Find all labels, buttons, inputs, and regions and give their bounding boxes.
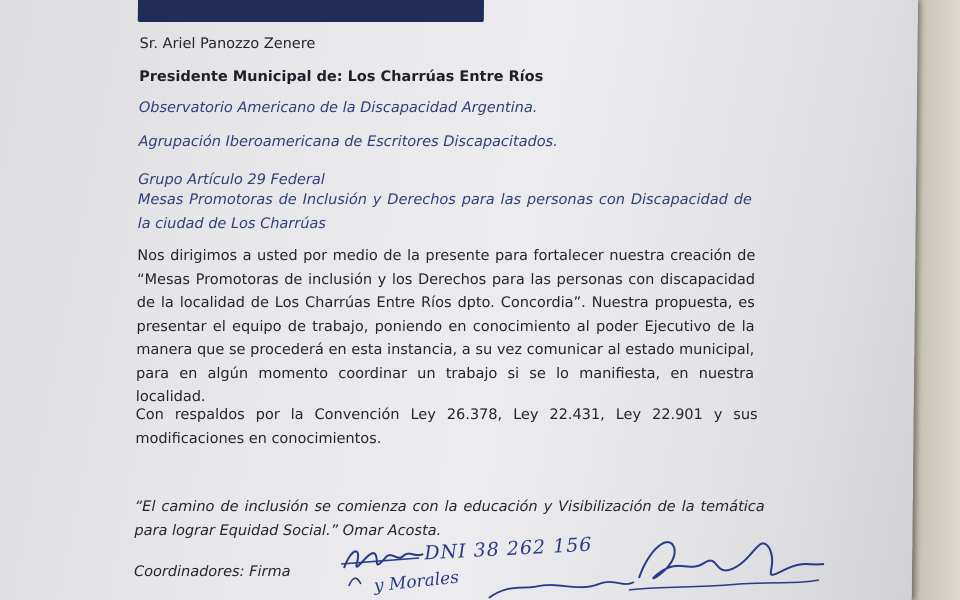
laws-paragraph: Con respaldos por la Convención Ley 26.378, Ley 22.431, Ley 22.901 y sus modificaciones en conocimientos. [135, 407, 758, 447]
org-agrupacion: Agrupación Iberoamericana de Escritores Discapacitados. [138, 134, 558, 150]
body-paragraph: Nos dirigimos a usted por medio de la presente para fortalecer nuestra creación de “Mesas Promotoras de inclusión y los Derechos para las personas con discapacidad de la localidad de Los Charrúas Entre Ríos dpto. Concordia”. Nuestra propuesta, es presentar el equipo de trabajo, poniendo en conocimiento al poder Ejecutivo de la manera que se procederá en esta instancia, a su vez comunicar al estado municipal, para en algún momento coordinar un trabajo si se lo manifiesta, en nuestra localidad. [135, 248, 756, 405]
org-observatorio: Observatorio Americano de la Discapacidad Argentina. [138, 100, 538, 116]
handwritten-line-2: y Morales [373, 567, 460, 597]
signature-scribble-1 [344, 551, 423, 568]
signature-scribble-2 [639, 542, 824, 578]
org-grupo-articulo-29: Grupo Artículo 29 Federal [138, 172, 325, 188]
signature-label: Coordinadores: Firma [133, 564, 291, 580]
letterhead-bar [138, 0, 484, 22]
quote-omar-acosta: “El camino de inclusión se comienza con la educación y Visibilización de la temática para lograr Equidad Social.” Omar Acosta. [134, 499, 765, 539]
handwritten-dni: DNI 38 262 156 [423, 533, 593, 565]
recipient-title: Presidente Municipal de: Los Charrúas Entre Ríos [139, 69, 544, 85]
recipient-name: Sr. Ariel Panozzo Zenere [139, 36, 316, 52]
org-mesas-promotoras: Mesas Promotoras de Inclusión y Derechos para las personas con Discapacidad de la ciudad de Los Charrúas [137, 192, 752, 232]
